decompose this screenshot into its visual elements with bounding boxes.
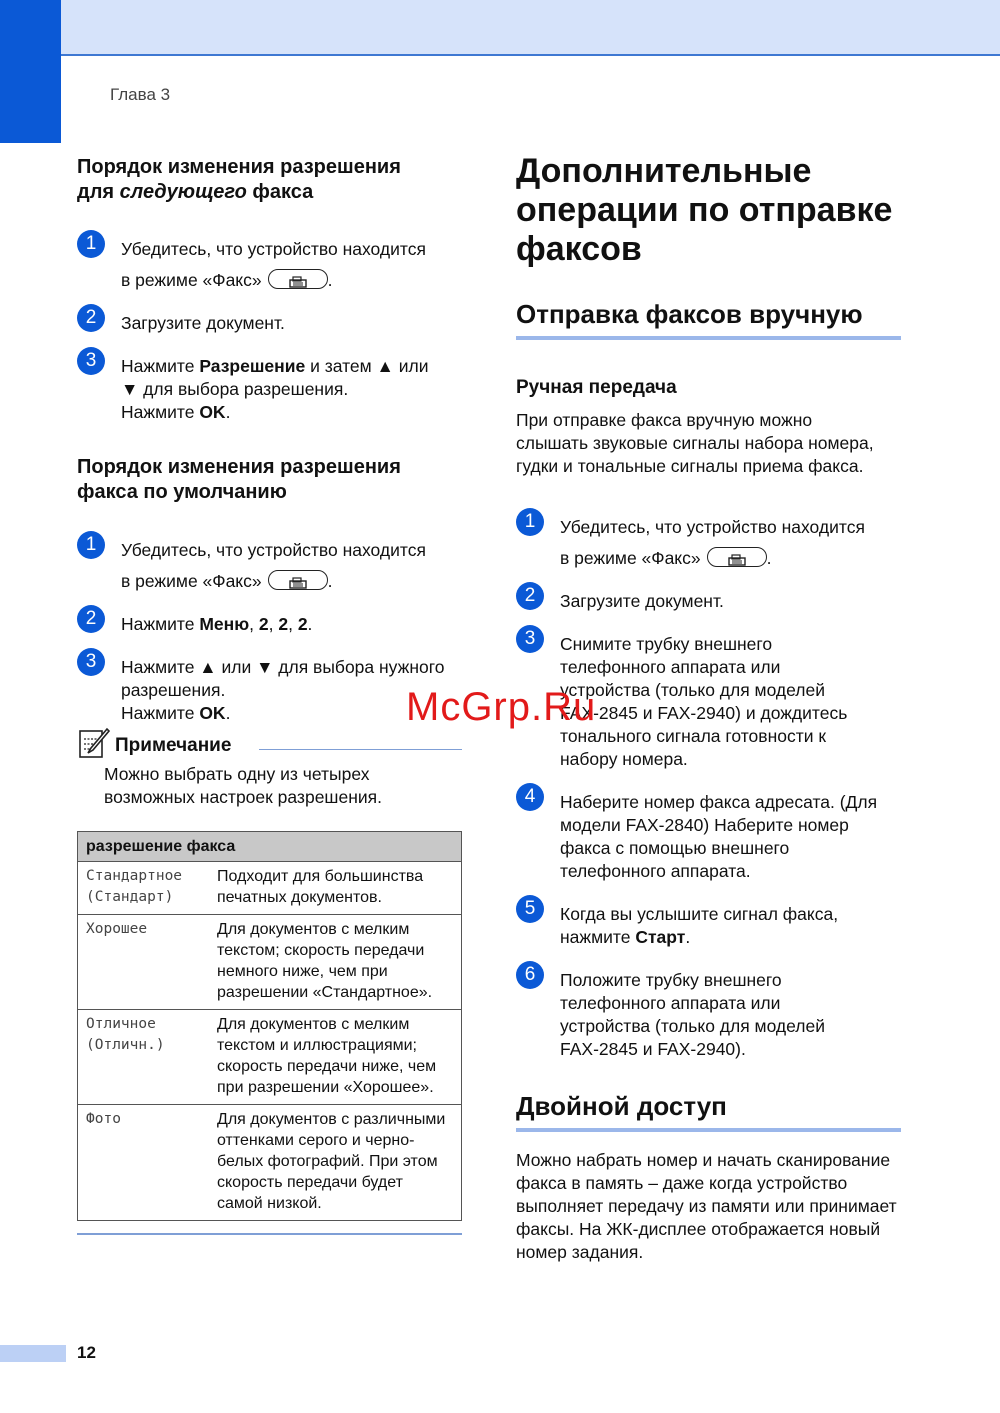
step-number: 5 [516, 895, 544, 923]
note-title: Примечание [115, 735, 232, 756]
heading-underline [516, 1128, 901, 1132]
table-cell-mode: Хорошее [78, 915, 210, 1010]
step-3: 3 Нажмите Разрешение и затем ▲ или ▼ для выбора разрешения. Нажмите OK. [77, 355, 467, 424]
chapter-tab [0, 0, 61, 143]
step-4: 4 Наберите номер факса адресата. (Для модели FAX-2840) Наберите номер факса с помощью внешнего телефонного аппарата. [516, 791, 878, 883]
step-3: 3 Снимите трубку внешнего телефонного аппарата или устройства (только для моделей FAX-2845 и FAX-2940) и дождитесь тонального сигнала готовности к набору номера. [516, 633, 860, 771]
manual-transmission-heading: Ручная передача [516, 377, 677, 398]
step-3: 3 Нажмите ▲ или ▼ для выбора нужного разрешения. Нажмите OK. [77, 656, 467, 725]
section-default-fax-title: Порядок изменения разрешения факса по умолчанию [77, 456, 401, 503]
table-cell-desc: Подходит для большинства печатных документов. [209, 862, 462, 915]
heading-underline [516, 336, 901, 340]
step-1: 1 Убедитесь, что устройство находится в режиме «Факс» . [77, 238, 467, 292]
table-cell-desc: Для документов с различными оттенками серого и черно-белых фотографий. При этом скорость передачи будет самой низкой. [209, 1105, 462, 1221]
step-1: 1 Убедитесь, что устройство находится в режиме «Факс» . [516, 516, 906, 570]
table-cell-mode: Стандартное (Стандарт) [78, 862, 210, 915]
step-number: 4 [516, 783, 544, 811]
chapter-label: Глава 3 [110, 85, 171, 104]
manual-intro: При отправке факса вручную можно слышать звуковые сигналы набора номера, гудки и тональные сигналы приема факса. [516, 410, 874, 476]
watermark: McGrp.Ru [406, 685, 597, 729]
table-row [78, 1010, 462, 1105]
table-row [78, 862, 462, 915]
table-cell-mode: Отличное (Отличн.) [78, 1010, 210, 1105]
dual-access-text: Можно набрать номер и начать сканирование факса в память – даже когда устройство выполняет передачу из памяти или принимает факсы. На ЖК-дисплее отображается новый номер задания. [516, 1150, 897, 1262]
resolution-table [77, 831, 462, 1221]
step-number: 2 [516, 582, 544, 610]
table-header: разрешение факса [78, 832, 462, 862]
step-number: 2 [77, 304, 105, 332]
step-number: 6 [516, 961, 544, 989]
fax-key-icon [268, 269, 328, 289]
step-number: 2 [77, 605, 105, 633]
left-column [77, 155, 467, 725]
top-band [0, 0, 1000, 55]
step-number: 1 [77, 531, 105, 559]
page-number: 12 [77, 1343, 96, 1362]
step-number: 1 [77, 230, 105, 258]
note-end-rule [77, 1233, 462, 1235]
note-rule [259, 749, 462, 750]
table-cell-mode: Фото [78, 1105, 210, 1221]
step-2: 2 Загрузите документ. [77, 312, 467, 335]
section-next-fax-title: Порядок изменения разрешения для следующего факса [77, 156, 401, 203]
manual-send-heading: Отправка факсов вручную [516, 299, 863, 329]
fax-key-icon [707, 547, 767, 567]
main-heading: Дополнительные операции по отправке факсов [516, 152, 893, 268]
table-row [78, 1105, 462, 1221]
step-number: 1 [516, 508, 544, 536]
note-pencil-icon [77, 726, 111, 760]
fax-key-icon [268, 570, 328, 590]
top-rule [60, 54, 1000, 56]
table-cell-desc: Для документов с мелким текстом и иллюстрациями; скорость передачи ниже, чем при разрешении «Хорошее». [209, 1010, 462, 1105]
step-number: 3 [516, 625, 544, 653]
step-number: 3 [77, 347, 105, 375]
table-cell-desc: Для документов с мелким текстом; скорость передачи немного ниже, чем при разрешении «Стандартное». [209, 915, 462, 1010]
step-2: 2 Нажмите Меню, 2, 2, 2. [77, 613, 467, 636]
dual-access-heading: Двойной доступ [516, 1091, 727, 1121]
step-5: 5 Когда вы услышите сигнал факса, нажмите Старт. [516, 903, 878, 949]
step-2: 2 Загрузите документ. [516, 590, 906, 613]
footer-bar [0, 1345, 66, 1362]
table-row [78, 915, 462, 1010]
step-number: 3 [77, 648, 105, 676]
note-text: Можно выбрать одну из четырех возможных настроек разрешения. [104, 764, 382, 807]
resolution-table-wrap [77, 831, 462, 1235]
step-1: 1 Убедитесь, что устройство находится в режиме «Факс» . [77, 539, 467, 593]
step-6: 6 Положите трубку внешнего телефонного аппарата или устройства (только для моделей FAX-2845 и FAX-2940). [516, 969, 860, 1061]
